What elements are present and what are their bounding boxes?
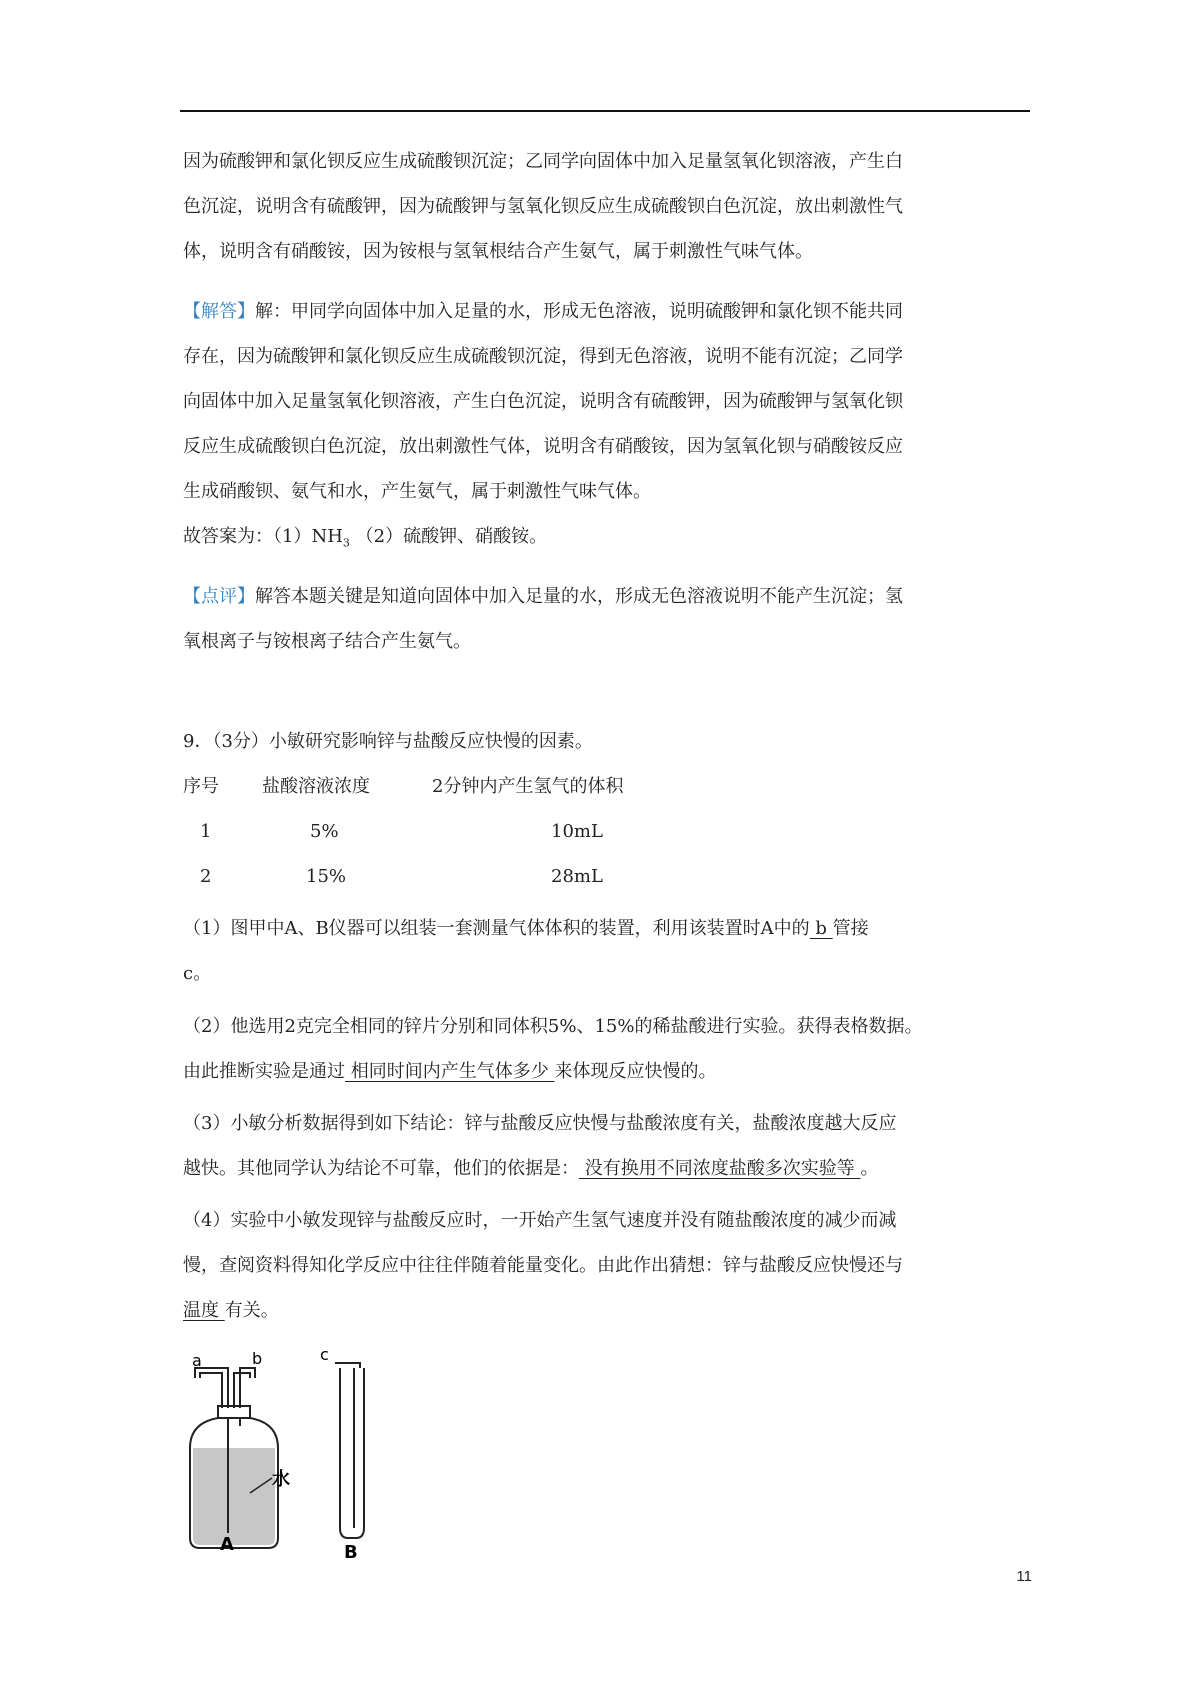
- question-part-2: （2）他选用2克完全相同的锌片分别和同体积5%、15%的稀盐酸进行实验。获得表格数据。: [183, 1016, 923, 1037]
- answer-blank: 温度: [183, 1300, 225, 1321]
- text-line: 解：甲同学向固体中加入足量的水，形成无色溶液，说明硫酸钾和氯化钡不能共同: [255, 301, 903, 322]
- table-header: 2分钟内产生氢气的体积: [432, 776, 624, 797]
- label-c: c: [320, 1345, 329, 1364]
- label-a: a: [192, 1351, 202, 1370]
- answer-blank: 相同时间内产生气体多少: [345, 1061, 555, 1082]
- water-fill: [193, 1448, 275, 1545]
- text: 来体现反应快慢的。: [554, 1061, 717, 1082]
- final-answer-part: 故答案为：（1）NH: [183, 526, 343, 547]
- comment-paragraph: [183, 585, 1033, 609]
- text: 管接: [832, 918, 869, 939]
- text-line: 体，说明含有硝酸铵，因为铵根与氢氧根结合产生氨气，属于刺激性气味气体。: [183, 241, 813, 262]
- text-line: 氧根离子与铵根离子结合产生氨气。: [183, 631, 471, 652]
- text-line: 因为硫酸钾和氯化钡反应生成硫酸钡沉淀；乙同学向固体中加入足量氢氧化钡溶液，产生白: [183, 151, 903, 172]
- text-line: 慢，查阅资料得知化学反应中往往伴随着能量变化。由此作出猜想：锌与盐酸反应快慢还与: [183, 1255, 903, 1276]
- label-water: 水: [272, 1469, 290, 1490]
- comment-tag: 【点评】: [183, 586, 255, 607]
- answer-paragraph: [183, 300, 1033, 324]
- final-answer-part: （2）硫酸钾、硝酸铵。: [349, 526, 548, 547]
- text-line: 向固体中加入足量氢氧化钡溶液，产生白色沉淀，说明含有硫酸钾，因为硫酸钾与氢氧化钡: [183, 391, 903, 412]
- graduated-cylinder-B: [335, 1363, 364, 1538]
- question-part-4: （4）实验中小敏发现锌与盐酸反应时，一开始产生氢气速度并没有随盐酸浓度的减少而减: [183, 1210, 897, 1231]
- question-part-3-cont: [183, 1157, 1033, 1181]
- header-rule: [180, 110, 1030, 112]
- answer-tag: 【解答】: [183, 301, 255, 322]
- text: 。: [860, 1158, 879, 1179]
- table-header: 盐酸溶液浓度: [262, 776, 370, 797]
- text-line: c。: [183, 963, 212, 984]
- table-cell: 5%: [310, 821, 339, 842]
- label-A: A: [220, 1534, 234, 1555]
- label-B: B: [344, 1542, 358, 1558]
- text-line: 色沉淀，说明含有硫酸钾，因为硫酸钾与氢氧化钡反应生成硫酸钡白色沉淀，放出刺激性气: [183, 196, 903, 217]
- text-line: 存在，因为硫酸钾和氯化钡反应生成硫酸钡沉淀，得到无色溶液，说明不能有沉淀；乙同学: [183, 346, 903, 367]
- question-part-4-cont: [183, 1299, 1033, 1323]
- text: 越快。其他同学认为结论不可靠，他们的依据是：: [183, 1158, 579, 1179]
- table-cell: 15%: [306, 866, 347, 887]
- question-title: 9．（3分）小敏研究影响锌与盐酸反应快慢的因素。: [183, 731, 593, 752]
- text: 有关。: [224, 1300, 279, 1321]
- question-part-2-cont: [183, 1060, 1033, 1084]
- answer-blank: 没有换用不同浓度盐酸多次实验等: [579, 1158, 861, 1179]
- label-b: b: [252, 1349, 263, 1368]
- table-header: 序号: [183, 776, 219, 797]
- table-cell: 1: [200, 821, 212, 842]
- answer-blank: b: [809, 918, 833, 939]
- text-line: 生成硝酸钡、氨气和水，产生氨气，属于刺激性气味气体。: [183, 481, 651, 502]
- text-line: 反应生成硫酸钡白色沉淀，放出刺激性气体，说明含有硝酸铵，因为氢氧化钡与硝酸铵反应: [183, 436, 903, 457]
- table-cell: 10mL: [551, 821, 603, 842]
- text-line: 解答本题关键是知道向固体中加入足量的水，形成无色溶液说明不能产生沉淀；氢: [255, 586, 903, 607]
- table-cell: 2: [200, 866, 212, 887]
- question-part-1: [183, 917, 1033, 941]
- text: 由此推断实验是通过: [183, 1061, 345, 1082]
- apparatus-figure: [180, 1338, 440, 1558]
- subscript: 3: [342, 536, 350, 550]
- table-cell: 28mL: [551, 866, 603, 887]
- question-part-3: （3）小敏分析数据得到如下结论：锌与盐酸反应快慢与盐酸浓度有关，盐酸浓度越大反应: [183, 1113, 897, 1134]
- final-answer: [183, 525, 1033, 556]
- page-number: 11: [1016, 1568, 1032, 1585]
- text: （1）图甲中A、B仪器可以组装一套测量气体体积的装置，利用该装置时A中的: [183, 918, 810, 939]
